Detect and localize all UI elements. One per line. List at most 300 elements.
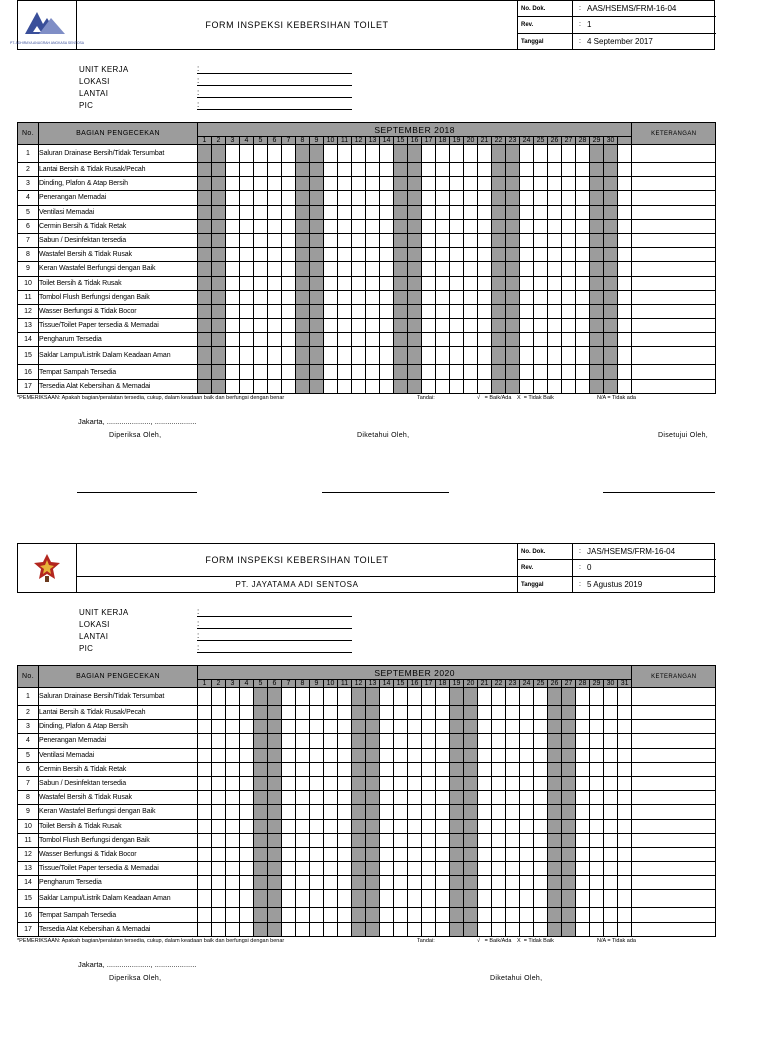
check-cell[interactable]: [254, 319, 268, 333]
check-cell[interactable]: [268, 219, 282, 233]
check-cell[interactable]: [226, 688, 240, 706]
check-cell[interactable]: [576, 805, 590, 819]
check-cell[interactable]: [534, 347, 548, 365]
check-cell[interactable]: [240, 347, 254, 365]
check-cell[interactable]: [240, 205, 254, 219]
check-cell[interactable]: [548, 145, 562, 163]
check-cell[interactable]: [240, 819, 254, 833]
check-cell[interactable]: [506, 720, 520, 734]
check-cell[interactable]: [520, 304, 534, 318]
check-cell[interactable]: [394, 862, 408, 876]
check-cell[interactable]: [296, 776, 310, 790]
check-cell[interactable]: [590, 791, 604, 805]
check-cell[interactable]: [198, 922, 212, 936]
check-cell[interactable]: [492, 776, 506, 790]
check-cell[interactable]: [212, 720, 226, 734]
note-cell[interactable]: [632, 776, 716, 790]
check-cell[interactable]: [562, 319, 576, 333]
check-cell[interactable]: [618, 748, 632, 762]
check-cell[interactable]: [576, 748, 590, 762]
check-cell[interactable]: [254, 379, 268, 393]
check-cell[interactable]: [296, 847, 310, 861]
check-cell[interactable]: [268, 319, 282, 333]
check-cell[interactable]: [324, 233, 338, 247]
check-cell[interactable]: [478, 276, 492, 290]
check-cell[interactable]: [310, 922, 324, 936]
check-cell[interactable]: [422, 819, 436, 833]
check-cell[interactable]: [324, 347, 338, 365]
check-cell[interactable]: [422, 847, 436, 861]
check-cell[interactable]: [576, 191, 590, 205]
check-cell[interactable]: [282, 862, 296, 876]
check-cell[interactable]: [352, 177, 366, 191]
check-cell[interactable]: [590, 688, 604, 706]
check-cell[interactable]: [520, 205, 534, 219]
check-cell[interactable]: [520, 276, 534, 290]
check-cell[interactable]: [324, 333, 338, 347]
check-cell[interactable]: [254, 219, 268, 233]
check-cell[interactable]: [352, 262, 366, 276]
check-cell[interactable]: [548, 205, 562, 219]
check-cell[interactable]: [226, 290, 240, 304]
check-cell[interactable]: [226, 304, 240, 318]
check-cell[interactable]: [254, 145, 268, 163]
check-cell[interactable]: [450, 233, 464, 247]
check-cell[interactable]: [576, 922, 590, 936]
check-cell[interactable]: [310, 720, 324, 734]
note-cell[interactable]: [632, 145, 716, 163]
check-cell[interactable]: [282, 762, 296, 776]
check-cell[interactable]: [212, 876, 226, 890]
check-cell[interactable]: [282, 908, 296, 922]
note-cell[interactable]: [632, 688, 716, 706]
check-cell[interactable]: [436, 748, 450, 762]
check-cell[interactable]: [268, 304, 282, 318]
check-cell[interactable]: [240, 748, 254, 762]
check-cell[interactable]: [478, 890, 492, 908]
check-cell[interactable]: [268, 145, 282, 163]
check-cell[interactable]: [212, 688, 226, 706]
check-cell[interactable]: [282, 819, 296, 833]
check-cell[interactable]: [198, 791, 212, 805]
check-cell[interactable]: [310, 706, 324, 720]
check-cell[interactable]: [520, 233, 534, 247]
check-cell[interactable]: [618, 922, 632, 936]
check-cell[interactable]: [352, 248, 366, 262]
check-cell[interactable]: [534, 720, 548, 734]
check-cell[interactable]: [436, 319, 450, 333]
check-cell[interactable]: [576, 248, 590, 262]
check-cell[interactable]: [534, 233, 548, 247]
check-cell[interactable]: [282, 688, 296, 706]
check-cell[interactable]: [338, 908, 352, 922]
check-cell[interactable]: [422, 177, 436, 191]
check-cell[interactable]: [478, 205, 492, 219]
check-cell[interactable]: [534, 688, 548, 706]
check-cell[interactable]: [436, 762, 450, 776]
note-cell[interactable]: [632, 791, 716, 805]
check-cell[interactable]: [324, 319, 338, 333]
check-cell[interactable]: [618, 720, 632, 734]
check-cell[interactable]: [324, 177, 338, 191]
check-cell[interactable]: [282, 791, 296, 805]
check-cell[interactable]: [520, 847, 534, 861]
check-cell[interactable]: [576, 290, 590, 304]
check-cell[interactable]: [226, 262, 240, 276]
check-cell[interactable]: [198, 862, 212, 876]
check-cell[interactable]: [324, 248, 338, 262]
note-cell[interactable]: [632, 922, 716, 936]
check-cell[interactable]: [282, 720, 296, 734]
check-cell[interactable]: [478, 347, 492, 365]
check-cell[interactable]: [576, 219, 590, 233]
check-cell[interactable]: [296, 688, 310, 706]
check-cell[interactable]: [254, 365, 268, 379]
check-cell[interactable]: [226, 365, 240, 379]
check-cell[interactable]: [534, 145, 548, 163]
check-cell[interactable]: [366, 177, 380, 191]
check-cell[interactable]: [226, 191, 240, 205]
check-cell[interactable]: [436, 922, 450, 936]
check-cell[interactable]: [576, 688, 590, 706]
check-cell[interactable]: [310, 748, 324, 762]
check-cell[interactable]: [352, 145, 366, 163]
check-cell[interactable]: [198, 819, 212, 833]
check-cell[interactable]: [408, 819, 422, 833]
check-cell[interactable]: [408, 890, 422, 908]
note-cell[interactable]: [632, 706, 716, 720]
check-cell[interactable]: [380, 177, 394, 191]
check-cell[interactable]: [450, 304, 464, 318]
check-cell[interactable]: [366, 276, 380, 290]
check-cell[interactable]: [408, 791, 422, 805]
check-cell[interactable]: [534, 248, 548, 262]
check-cell[interactable]: [212, 734, 226, 748]
check-cell[interactable]: [198, 890, 212, 908]
check-cell[interactable]: [422, 163, 436, 177]
check-cell[interactable]: [310, 819, 324, 833]
check-cell[interactable]: [240, 876, 254, 890]
check-cell[interactable]: [548, 304, 562, 318]
check-cell[interactable]: [450, 379, 464, 393]
check-cell[interactable]: [226, 862, 240, 876]
check-cell[interactable]: [296, 862, 310, 876]
check-cell[interactable]: [310, 688, 324, 706]
check-cell[interactable]: [604, 688, 618, 706]
check-cell[interactable]: [590, 748, 604, 762]
check-cell[interactable]: [492, 862, 506, 876]
check-cell[interactable]: [240, 688, 254, 706]
check-cell[interactable]: [422, 379, 436, 393]
check-cell[interactable]: [212, 833, 226, 847]
check-cell[interactable]: [254, 177, 268, 191]
check-cell[interactable]: [450, 205, 464, 219]
check-cell[interactable]: [590, 922, 604, 936]
check-cell[interactable]: [520, 908, 534, 922]
check-cell[interactable]: [380, 862, 394, 876]
check-cell[interactable]: [576, 862, 590, 876]
check-cell[interactable]: [226, 908, 240, 922]
check-cell[interactable]: [338, 847, 352, 861]
check-cell[interactable]: [338, 276, 352, 290]
check-cell[interactable]: [464, 233, 478, 247]
check-cell[interactable]: [534, 876, 548, 890]
check-cell[interactable]: [478, 688, 492, 706]
check-cell[interactable]: [478, 379, 492, 393]
check-cell[interactable]: [240, 776, 254, 790]
note-cell[interactable]: [632, 319, 716, 333]
check-cell[interactable]: [534, 908, 548, 922]
check-cell[interactable]: [492, 922, 506, 936]
check-cell[interactable]: [282, 333, 296, 347]
check-cell[interactable]: [338, 163, 352, 177]
check-cell[interactable]: [478, 191, 492, 205]
check-cell[interactable]: [590, 776, 604, 790]
check-cell[interactable]: [282, 748, 296, 762]
info-value-field[interactable]: :: [197, 88, 352, 98]
check-cell[interactable]: [436, 862, 450, 876]
check-cell[interactable]: [422, 333, 436, 347]
check-cell[interactable]: [324, 205, 338, 219]
check-cell[interactable]: [534, 922, 548, 936]
note-cell[interactable]: [632, 163, 716, 177]
check-cell[interactable]: [394, 908, 408, 922]
check-cell[interactable]: [464, 219, 478, 233]
check-cell[interactable]: [548, 219, 562, 233]
check-cell[interactable]: [520, 290, 534, 304]
check-cell[interactable]: [562, 365, 576, 379]
check-cell[interactable]: [576, 365, 590, 379]
check-cell[interactable]: [338, 248, 352, 262]
check-cell[interactable]: [548, 191, 562, 205]
check-cell[interactable]: [478, 862, 492, 876]
check-cell[interactable]: [212, 847, 226, 861]
check-cell[interactable]: [226, 805, 240, 819]
check-cell[interactable]: [506, 776, 520, 790]
check-cell[interactable]: [492, 791, 506, 805]
check-cell[interactable]: [282, 805, 296, 819]
check-cell[interactable]: [478, 163, 492, 177]
check-cell[interactable]: [240, 177, 254, 191]
check-cell[interactable]: [450, 177, 464, 191]
check-cell[interactable]: [618, 706, 632, 720]
check-cell[interactable]: [604, 819, 618, 833]
check-cell[interactable]: [254, 163, 268, 177]
check-cell[interactable]: [576, 379, 590, 393]
check-cell[interactable]: [492, 819, 506, 833]
check-cell[interactable]: [422, 862, 436, 876]
check-cell[interactable]: [436, 776, 450, 790]
check-cell[interactable]: [422, 205, 436, 219]
check-cell[interactable]: [590, 908, 604, 922]
check-cell[interactable]: [282, 379, 296, 393]
check-cell[interactable]: [422, 365, 436, 379]
check-cell[interactable]: [282, 262, 296, 276]
check-cell[interactable]: [464, 347, 478, 365]
check-cell[interactable]: [310, 833, 324, 847]
check-cell[interactable]: [506, 819, 520, 833]
note-cell[interactable]: [632, 805, 716, 819]
signature-line-approved[interactable]: [603, 492, 715, 493]
check-cell[interactable]: [520, 191, 534, 205]
check-cell[interactable]: [324, 922, 338, 936]
note-cell[interactable]: [632, 177, 716, 191]
check-cell[interactable]: [226, 219, 240, 233]
check-cell[interactable]: [436, 706, 450, 720]
check-cell[interactable]: [282, 876, 296, 890]
check-cell[interactable]: [562, 145, 576, 163]
check-cell[interactable]: [240, 290, 254, 304]
check-cell[interactable]: [366, 233, 380, 247]
check-cell[interactable]: [324, 365, 338, 379]
check-cell[interactable]: [282, 219, 296, 233]
check-cell[interactable]: [366, 219, 380, 233]
check-cell[interactable]: [240, 833, 254, 847]
check-cell[interactable]: [380, 379, 394, 393]
check-cell[interactable]: [576, 276, 590, 290]
check-cell[interactable]: [212, 791, 226, 805]
check-cell[interactable]: [506, 791, 520, 805]
check-cell[interactable]: [590, 833, 604, 847]
check-cell[interactable]: [506, 688, 520, 706]
check-cell[interactable]: [268, 333, 282, 347]
check-cell[interactable]: [380, 847, 394, 861]
check-cell[interactable]: [338, 720, 352, 734]
check-cell[interactable]: [492, 734, 506, 748]
note-cell[interactable]: [632, 819, 716, 833]
check-cell[interactable]: [296, 876, 310, 890]
check-cell[interactable]: [422, 319, 436, 333]
check-cell[interactable]: [436, 145, 450, 163]
check-cell[interactable]: [422, 191, 436, 205]
check-cell[interactable]: [254, 233, 268, 247]
check-cell[interactable]: [548, 262, 562, 276]
check-cell[interactable]: [380, 276, 394, 290]
check-cell[interactable]: [240, 922, 254, 936]
check-cell[interactable]: [254, 262, 268, 276]
check-cell[interactable]: [212, 890, 226, 908]
check-cell[interactable]: [394, 805, 408, 819]
check-cell[interactable]: [408, 847, 422, 861]
check-cell[interactable]: [394, 776, 408, 790]
check-cell[interactable]: [226, 319, 240, 333]
check-cell[interactable]: [534, 333, 548, 347]
check-cell[interactable]: [212, 748, 226, 762]
check-cell[interactable]: [226, 379, 240, 393]
check-cell[interactable]: [380, 819, 394, 833]
check-cell[interactable]: [366, 365, 380, 379]
check-cell[interactable]: [520, 819, 534, 833]
check-cell[interactable]: [380, 333, 394, 347]
check-cell[interactable]: [380, 319, 394, 333]
check-cell[interactable]: [296, 819, 310, 833]
check-cell[interactable]: [520, 890, 534, 908]
check-cell[interactable]: [492, 720, 506, 734]
info-value-field[interactable]: :: [197, 631, 352, 641]
check-cell[interactable]: [310, 762, 324, 776]
check-cell[interactable]: [352, 365, 366, 379]
info-value-field[interactable]: :: [197, 64, 352, 74]
check-cell[interactable]: [590, 720, 604, 734]
check-cell[interactable]: [240, 219, 254, 233]
check-cell[interactable]: [520, 379, 534, 393]
check-cell[interactable]: [212, 776, 226, 790]
check-cell[interactable]: [562, 219, 576, 233]
check-cell[interactable]: [268, 177, 282, 191]
check-cell[interactable]: [380, 219, 394, 233]
check-cell[interactable]: [226, 248, 240, 262]
note-cell[interactable]: [632, 862, 716, 876]
check-cell[interactable]: [590, 762, 604, 776]
check-cell[interactable]: [310, 776, 324, 790]
check-cell[interactable]: [422, 248, 436, 262]
note-cell[interactable]: [632, 219, 716, 233]
check-cell[interactable]: [422, 805, 436, 819]
check-cell[interactable]: [478, 922, 492, 936]
check-cell[interactable]: [380, 262, 394, 276]
check-cell[interactable]: [408, 922, 422, 936]
check-cell[interactable]: [226, 276, 240, 290]
check-cell[interactable]: [534, 304, 548, 318]
check-cell[interactable]: [478, 233, 492, 247]
check-cell[interactable]: [268, 347, 282, 365]
check-cell[interactable]: [254, 333, 268, 347]
check-cell[interactable]: [324, 862, 338, 876]
check-cell[interactable]: [380, 191, 394, 205]
check-cell[interactable]: [534, 890, 548, 908]
check-cell[interactable]: [338, 365, 352, 379]
check-cell[interactable]: [380, 365, 394, 379]
check-cell[interactable]: [254, 205, 268, 219]
check-cell[interactable]: [394, 720, 408, 734]
check-cell[interactable]: [562, 333, 576, 347]
note-cell[interactable]: [632, 876, 716, 890]
check-cell[interactable]: [618, 876, 632, 890]
check-cell[interactable]: [520, 720, 534, 734]
check-cell[interactable]: [618, 776, 632, 790]
check-cell[interactable]: [408, 908, 422, 922]
check-cell[interactable]: [254, 276, 268, 290]
note-cell[interactable]: [632, 762, 716, 776]
check-cell[interactable]: [422, 734, 436, 748]
check-cell[interactable]: [492, 833, 506, 847]
check-cell[interactable]: [408, 762, 422, 776]
check-cell[interactable]: [240, 706, 254, 720]
check-cell[interactable]: [212, 862, 226, 876]
check-cell[interactable]: [296, 908, 310, 922]
check-cell[interactable]: [562, 163, 576, 177]
check-cell[interactable]: [338, 262, 352, 276]
check-cell[interactable]: [534, 847, 548, 861]
check-cell[interactable]: [422, 706, 436, 720]
check-cell[interactable]: [422, 276, 436, 290]
check-cell[interactable]: [240, 365, 254, 379]
check-cell[interactable]: [240, 304, 254, 318]
check-cell[interactable]: [282, 847, 296, 861]
check-cell[interactable]: [296, 748, 310, 762]
check-cell[interactable]: [520, 248, 534, 262]
check-cell[interactable]: [478, 262, 492, 276]
check-cell[interactable]: [576, 762, 590, 776]
check-cell[interactable]: [464, 304, 478, 318]
check-cell[interactable]: [534, 262, 548, 276]
check-cell[interactable]: [296, 805, 310, 819]
check-cell[interactable]: [590, 734, 604, 748]
check-cell[interactable]: [394, 890, 408, 908]
check-cell[interactable]: [450, 319, 464, 333]
check-cell[interactable]: [436, 177, 450, 191]
check-cell[interactable]: [520, 333, 534, 347]
